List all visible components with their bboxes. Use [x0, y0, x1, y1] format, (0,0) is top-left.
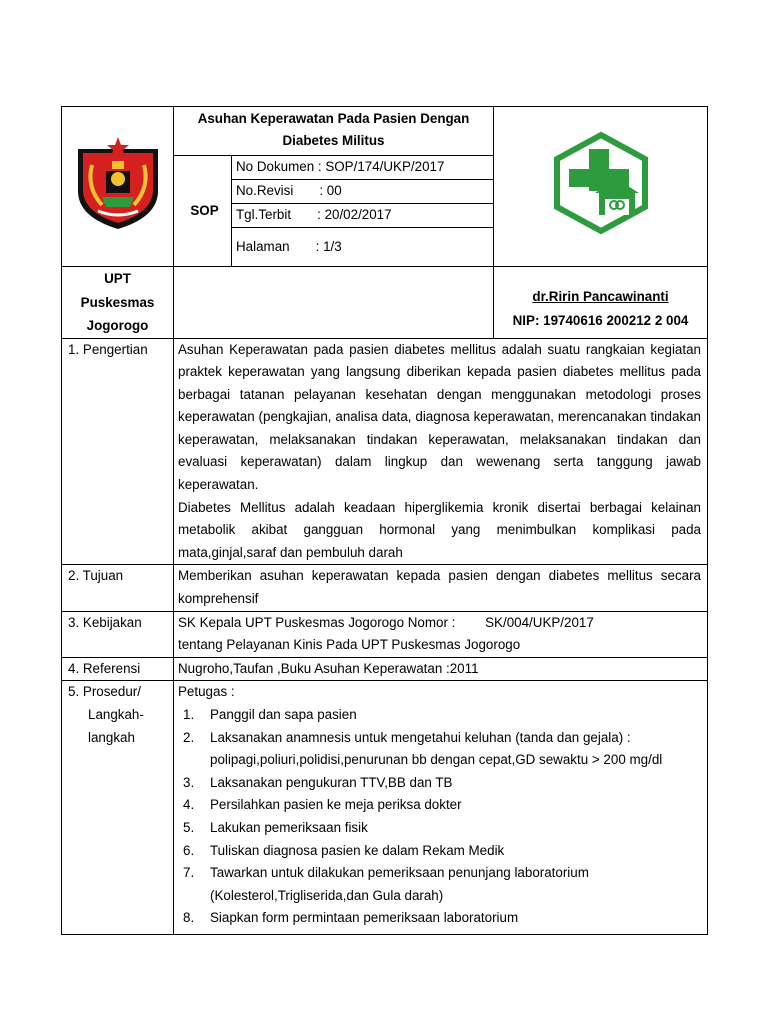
- meta-tgl-terbit: Tgl.Terbit : 20/02/2017: [232, 204, 494, 228]
- sop-label: SOP: [174, 156, 232, 267]
- content-prosedur: [174, 681, 708, 935]
- document-title: Asuhan Keperawatan Pada Pasien Dengan Diabetes Militus: [174, 107, 494, 156]
- list-item: 4. Persilahkan pasien ke meja periksa dokter: [183, 797, 462, 813]
- kebijakan-line-2: tentang Pelayanan Kinis Pada UPT Puskesmas Jogorogo: [178, 637, 521, 653]
- list-item: 6. Tuliskan diagnosa pasien ke dalam Rekam Medik: [183, 842, 505, 858]
- signer-name: dr.Ririn Pancawinanti: [532, 289, 669, 305]
- list-item: 7. Tawarkan untuk dilakukan pemeriksaan penunjang laboratorium (Kolesterol,Trigliserida,dan Gula darah): [183, 865, 589, 903]
- label-kebijakan: 3. Kebijakan: [62, 611, 174, 657]
- meta-halaman: Halaman : 1/3: [232, 228, 494, 267]
- sop-table: [61, 106, 708, 935]
- content-pengertian: [174, 338, 708, 565]
- list-item: 8. Siapkan form permintaan pemeriksaan laboratorium: [183, 910, 519, 926]
- regency-emblem-icon: [72, 135, 164, 231]
- label-tujuan: 2. Tujuan: [62, 565, 174, 611]
- sop-document: [61, 106, 707, 935]
- puskesmas-logo-icon: [549, 131, 653, 235]
- label-prosedur: 5. Prosedur/ Langkah- langkah: [62, 681, 174, 935]
- list-item: 1. Panggil dan sapa pasien: [183, 707, 357, 722]
- signature-block: [494, 267, 708, 339]
- label-referensi: 4. Referensi: [62, 657, 174, 681]
- prosedur-steps: [178, 704, 701, 930]
- pengertian-paragraph-1: Asuhan Keperawatan pada pasien diabetes mellitus adalah suatu rangkaian kegiatan praktek keperawatan yang langsung diberikan kepada pasien diabetes mellitus pada berbagai tatanan pelayanan kesehatan dengan menggunakan metodologi proses keperawatan (pengkajian, analisa data, diagnosa keperawatan, merencanakan tindakan keperawatan, melaksanakan tindakan keperawatan, melaksanakan tindakan dan evaluasi keperawatan) dalam lingkup dan wewenang serta tanggung jawab keperawatan.: [178, 341, 701, 493]
- meta-no-dokumen: No Dokumen : SOP/174/UKP/2017: [232, 156, 494, 180]
- content-referensi: Nugroho,Taufan ,Buku Asuhan Keperawatan :2011: [174, 657, 708, 681]
- list-item: 5. Lakukan pemeriksaan fisik: [183, 819, 368, 835]
- kebijakan-line-1: SK Kepala UPT Puskesmas Jogorogo Nomor : SK/004/UKP/2017: [178, 614, 594, 630]
- content-kebijakan: [174, 611, 708, 657]
- list-item: 2. Laksanakan anamnesis untuk mengetahui keluhan (tanda dan gejala) : polipagi,poliuri,polidisi,penurunan bb dengan cepat,GD sewaktu > 200 mg/dl: [183, 729, 663, 768]
- signer-nip: NIP: 19740616 200212 2 004: [512, 313, 689, 329]
- content-tujuan: Memberikan asuhan keperawatan kepada pasien dengan diabetes mellitus secara komprehensif: [174, 565, 708, 611]
- label-pengertian: 1. Pengertian: [62, 338, 174, 565]
- meta-no-revisi: No.Revisi : 00: [232, 180, 494, 204]
- prosedur-intro: Petugas :: [178, 684, 235, 700]
- unit-name: UPT Puskesmas Jogorogo: [62, 267, 174, 339]
- pengertian-paragraph-2: Diabetes Mellitus adalah keadaan hiperglikemia kronik disertai berbagai kelainan metabolik akibat gangguan hormonal yang menimbulkan komplikasi pada mata,ginjal,saraf dan pembuluh darah: [178, 499, 701, 560]
- puskesmas-logo-cell: [494, 107, 708, 267]
- blank-cell: [174, 267, 494, 339]
- list-item: 3. Laksanakan pengukuran TTV,BB dan TB: [183, 774, 453, 790]
- regency-emblem-cell: [62, 107, 174, 267]
